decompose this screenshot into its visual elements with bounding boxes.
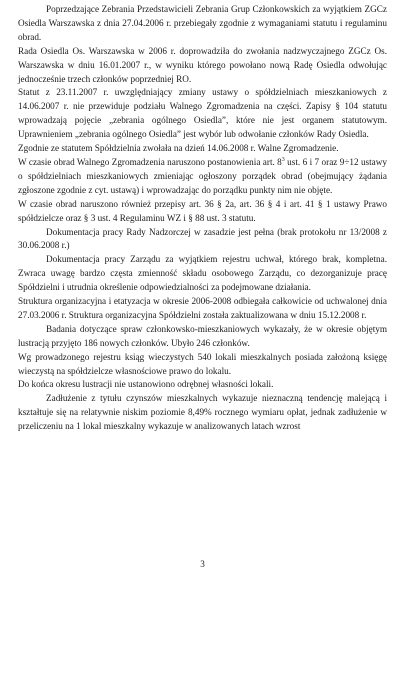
paragraph-odrebna-wlasnosc: Do końca okresu lustracji nie ustanowiono odrębnej własności lokali. <box>18 379 274 390</box>
paragraph-rada-nadzorcza: Dokumentacja pracy Rady Nadzorczej w zasadzie jest pełna (brak protokołu nr 13/2008 z 30.06.2008 r.) <box>18 226 387 251</box>
paragraph-zadluzenie: Zadłużenie z tytułu czynszów mieszkalnych wykazuje nieznaczną tendencję malejącą i kształtuje się na relatywnie niskim poziomie 8,49% rocznego wymiaru opłat, jednak zadłużenie w przeliczeniu na 1 lokal mieszkalny wykazuje w analizowanych latach wzrost <box>18 393 387 432</box>
paragraph-rada-osiedla: Rada Osiedla Os. Warszawska w 2006 r. doprowadziła do zwołania nadzwyczajnego ZGCz Os. Warszawska w dniu 16.01.2007 r., w wyniku którego powołano nową Radę Osiedla odwołując jednocześnie trzech członków poprzedniej RO. <box>18 45 387 84</box>
paragraph-walne-zgromadzenie: Zgodnie ze statutem Spółdzielnia zwołała na dzień 14.06.2008 r. Walne Zgromadzenie. <box>18 143 339 154</box>
paragraph-prawo-spoldzielcze: W czasie obrad naruszono również przepisy art. 36 § 2a, art. 36 § 4 i art. 41 § 1 ustawy Prawo spółdzielcze oraz § 3 ust. 4 Regulaminu WZ i § 88 ust. 3 statutu. <box>18 198 387 223</box>
document-body <box>18 3 387 434</box>
paragraph-statut: Statut z 23.11.2007 r. uwzględniający zmiany ustawy o spółdzielniach mieszkaniowych z 14.06.2007 r. nie przewiduje podziału Walnego Zgromadzenia na części. Zapisy § 104 statutu wprowadzają pojęcie „zebrania ogólnego Osiedla”, które nie jest organem statutowym. Uprawnieniem „zebrania ogólnego Osiedla” jest wybór lub odwołanie członków Rady Osiedla. <box>18 87 387 140</box>
paragraph-naruszenia-ustawy-part2: ust. 6 i 7 oraz 9÷12 ustawy o spółdzielniach mieszkaniowych zmieniając ogłoszony porządek obrad (obejmujący żądania zgłoszone zgodnie z cyt. ustawą) i wprowadzając do porządku punkty nim nie objęte. <box>18 156 387 195</box>
paragraph-zebrania-przedstawicieli: Poprzedzające Zebrania Przedstawicieli Zebrania Grup Członkowskich za wyjątkiem ZGCz Osiedla Warszawska z dnia 27.04.2006 r. przebiegały zgodnie z wymaganiami statutu i regulaminu obrad. <box>18 4 387 42</box>
paragraph-naruszenia-ustawy-part1: W czasie obrad Walnego Zgromadzenia naruszono postanowienia art. 8 <box>18 156 282 167</box>
page-number: 3 <box>200 559 205 569</box>
paragraph-ksiegi-wieczyste: Wg prowadzonego rejestru ksiąg wieczystych 540 lokali mieszkalnych posiada założoną księgę wieczystą na spółdzielcze własnościowe prawo do lokalu. <box>18 351 387 376</box>
paragraph-sprawy-czlonkowskie: Badania dotyczące spraw członkowsko-mieszkaniowych wykazały, że w okresie objętym lustracją przyjęto 186 nowych członków. Ubyło 246 członków. <box>18 323 387 348</box>
paragraph-struktura-organizacyjna: Struktura organizacyjna i etatyzacja w okresie 2006-2008 odbiegała całkowicie od uchwalonej dnia 27.03.2006 r. Struktura organizacyjna Spółdzielni została zaktualizowana w dniu 15.12.2008 r. <box>18 296 387 320</box>
superscript-article-number: 3 <box>281 156 285 163</box>
paragraph-naruszenia-ustawy <box>18 156 387 198</box>
paragraph-zarzad: Dokumentacja pracy Zarządu za wyjątkiem rejestru uchwał, którego brak, kompletna. Zwraca uwagę bardzo częsta zmienność składu osobowego Zarządu, co dezorganizuje pracę Spółdzielni i utrudnia określenie odpowiedzialności za podejmowane działania. <box>18 254 387 293</box>
